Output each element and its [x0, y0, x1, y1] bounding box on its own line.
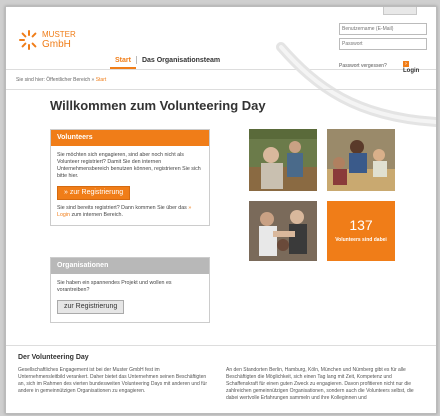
login-form — [339, 23, 427, 74]
login-hint-text: Sie sind bereits registriert? Dann kommen Sie über das — [57, 205, 187, 211]
organisations-box-title: Organisationen — [51, 258, 209, 274]
organisation-register-button[interactable] — [57, 300, 124, 314]
divider — [6, 89, 436, 90]
divider — [6, 345, 436, 346]
organisations-box-body — [51, 274, 209, 322]
volunteers-box-title: Volunteers — [51, 130, 209, 146]
breadcrumb-section[interactable]: Öffentlicher Bereich — [46, 77, 91, 83]
volunteer-with-children-photo — [327, 129, 395, 191]
volunteer-count-tile — [327, 201, 395, 261]
username-input[interactable] — [339, 23, 427, 35]
volunteer-count: 137 — [349, 217, 373, 233]
children-photo-image — [327, 129, 395, 191]
volunteers-box — [50, 129, 210, 226]
forgot-password-link[interactable]: Passwort vergessen? — [339, 63, 387, 69]
nav-item-organisationsteam[interactable]: Das Organisationsteam — [141, 57, 221, 64]
login-hint-text-end: zum internen Bereich. — [71, 212, 123, 218]
login-link-label: Login — [57, 212, 70, 218]
volunteer-register-button[interactable] — [57, 186, 130, 200]
button-arrow-icon: » — [64, 189, 70, 196]
sun-logo-icon — [18, 29, 40, 51]
breadcrumb-prefix: Sie sind hier: — [16, 77, 45, 83]
volunteers-box-text: Sie möchten sich engagieren, sind aber noch nicht als Volunteer registriert? Damit Sie den internen Unternehmensbereich benutzen können, registrieren Sie sich bitte hier. — [57, 152, 201, 179]
breadcrumb-separator: » — [91, 77, 95, 83]
password-input[interactable] — [339, 38, 427, 50]
login-button[interactable] — [403, 61, 427, 74]
about-title: Der Volunteering Day — [18, 354, 89, 361]
brand-name-bottom: GmbH — [42, 39, 71, 50]
volunteers-login-hint — [57, 205, 203, 219]
brand-logo[interactable] — [18, 29, 78, 55]
volunteers-gardening-photo — [249, 129, 317, 191]
login-button-label: Login — [403, 67, 420, 74]
organisations-box — [50, 257, 210, 323]
gardening-photo-image — [249, 129, 317, 191]
volunteer-count-label: Volunteers sind dabei — [335, 237, 387, 243]
brand-name — [42, 31, 76, 51]
hands-photo-image — [249, 201, 317, 261]
about-text-right: An den Standorten Berlin, Hamburg, Köln, München und Nürnberg gibt es für alle Beschäftigten die Möglichkeit, sich einen Tag lang mit Zeit, Kompetenz und Schaffenskraft für einen guten Zweck zu engagieren. Davon profitieren nicht nur die zahlreichen gemeinnützigen Organisationen, sondern auch die Volunteers selbst, die dabei wertvolle Erfahrungen sammeln und ihre Kolleginnen und — [226, 367, 414, 401]
browser-page — [5, 6, 437, 414]
organisations-box-text: Sie haben ein spannendes Projekt und wollen es vorantreiben? — [57, 280, 172, 293]
volunteer-register-button-label: zur Registrierung — [69, 189, 124, 196]
breadcrumb-current: Start — [95, 77, 107, 83]
brand-name-top: MUSTER — [42, 30, 76, 39]
main-nav — [110, 55, 225, 69]
organisation-register-button-label: zur Registrierung — [64, 303, 118, 310]
team-hands-photo — [249, 201, 317, 261]
breadcrumb — [16, 77, 106, 83]
volunteers-box-body — [51, 146, 209, 225]
nav-item-start[interactable]: Start — [110, 55, 136, 69]
arrow-right-icon: › — [403, 61, 409, 67]
site-header — [6, 7, 436, 74]
login-link-arrow-icon: » — [188, 205, 192, 211]
page-title: Willkommen zum Volunteering Day — [50, 98, 266, 113]
about-text-left: Gesellschaftliches Engagement ist bei der Muster GmbH fest im Unternehmensleitbild verankert. Daher bietet das Unternehmen seinen Beschäftigten an, sich im Rahmen des vierten bundesweiten Volunteering Days mit anderen und für andere in gemeinnützigen Organisationen zu engagieren. — [18, 367, 207, 394]
